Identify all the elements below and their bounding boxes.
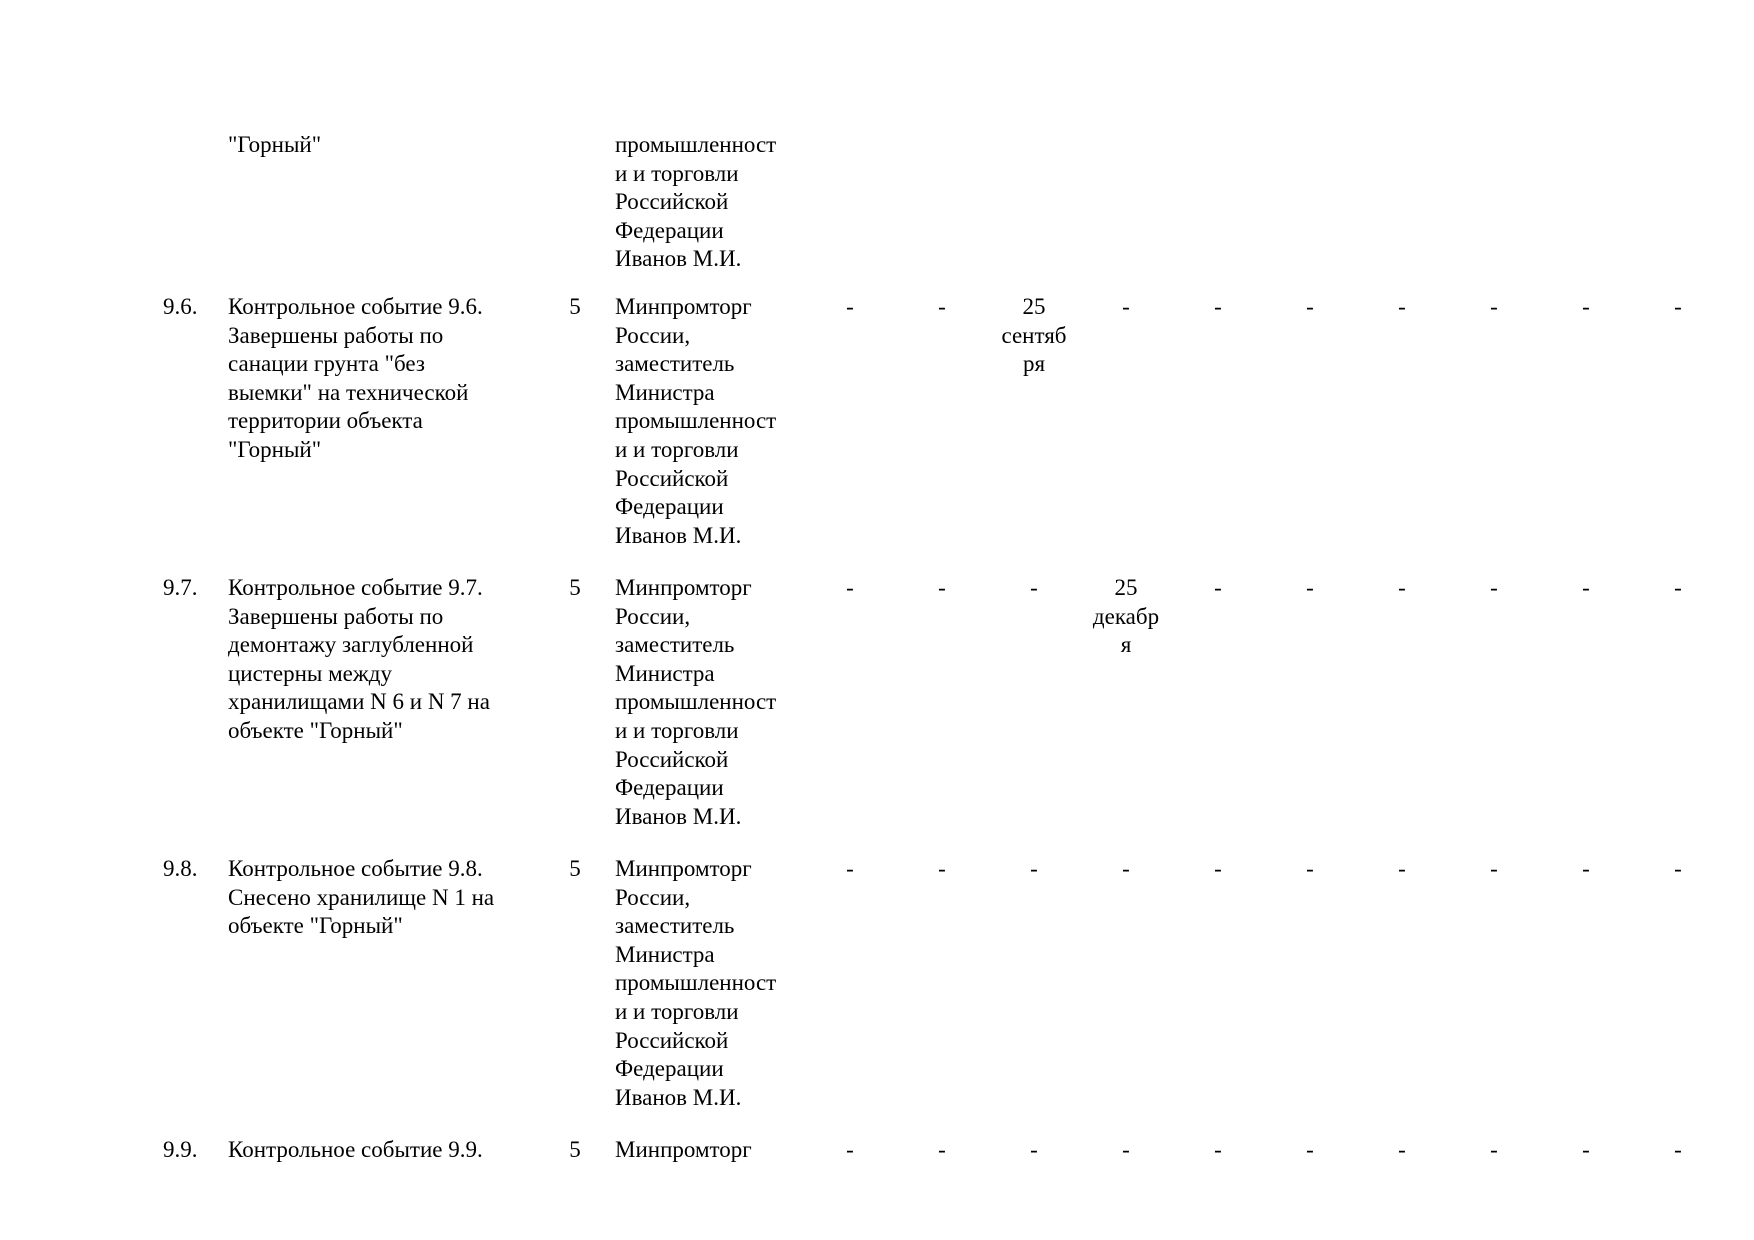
quarter-cell: - (1490, 294, 1498, 319)
responsible-person: Минпромторг России, заместитель Министра промышленност и и торговли Российской Федерации Иванов М.И. (615, 856, 777, 1110)
quarter-cell: - (1030, 856, 1038, 881)
quarter-cell: - (1122, 856, 1130, 881)
quarter-cell: - (846, 856, 854, 881)
quarter-cell: - (1306, 1137, 1314, 1162)
quarter-cell: - (1030, 1137, 1038, 1162)
event-level: 5 (569, 856, 581, 881)
quarter-cell: - (938, 294, 946, 319)
quarter-cell: - (1674, 575, 1682, 600)
quarter-cell: - (1490, 1137, 1498, 1162)
quarter-cell: - (1214, 1137, 1222, 1162)
quarter-cell: - (1398, 575, 1406, 600)
quarter-cell: - (1490, 575, 1498, 600)
event-name: Контрольное событие 9.8. Снесено хранилище N 1 на объекте "Горный" (228, 856, 495, 939)
quarter-cell: - (846, 575, 854, 600)
responsible-person: Минпромторг (615, 1137, 752, 1162)
quarter-cell: - (1214, 575, 1222, 600)
responsible-person: Минпромторг России, заместитель Министра промышленност и и торговли Российской Федерации Иванов М.И. (615, 294, 777, 548)
event-level: 5 (569, 575, 581, 600)
quarter-cell: - (1122, 294, 1130, 319)
row-number: 9.7. (163, 575, 198, 600)
quarter-cell: 25 декабр я (1092, 575, 1160, 658)
quarter-cell: - (1398, 1137, 1406, 1162)
quarter-cell: - (1582, 856, 1590, 881)
quarter-cell: - (1582, 1137, 1590, 1162)
row-number: 9.6. (163, 294, 198, 319)
event-name: Контрольное событие 9.9. (228, 1137, 483, 1162)
quarter-cell: - (1582, 575, 1590, 600)
quarter-cell: - (1306, 294, 1314, 319)
quarter-cell: - (1674, 856, 1682, 881)
event-name: "Горный" (228, 132, 322, 157)
quarter-cell: - (1030, 575, 1038, 600)
quarter-cell: - (938, 575, 946, 600)
quarter-cell: - (1674, 1137, 1682, 1162)
event-name: Контрольное событие 9.7. Завершены работы по демонтажу заглубленной цистерны между хранилищами N 6 и N 7 на объекте "Горный" (228, 575, 490, 743)
quarter-cell: - (938, 856, 946, 881)
quarter-cell: - (1306, 575, 1314, 600)
event-level: 5 (569, 1137, 581, 1162)
row-number: 9.8. (163, 856, 198, 881)
quarter-cell: - (1490, 856, 1498, 881)
quarter-cell: 25 сентяб ря (1001, 294, 1067, 377)
quarter-cell: - (1674, 294, 1682, 319)
event-name: Контрольное событие 9.6. Завершены работы по санации грунта "без выемки" на технической территории объекта "Горный" (228, 294, 483, 462)
responsible-person: Минпромторг России, заместитель Министра промышленност и и торговли Российской Федерации Иванов М.И. (615, 575, 777, 829)
quarter-cell: - (846, 294, 854, 319)
quarter-cell: - (1398, 856, 1406, 881)
responsible-person: промышленност и и торговли Российской Федерации Иванов М.И. (615, 132, 777, 272)
quarter-cell: - (1398, 294, 1406, 319)
quarter-cell: - (1122, 1137, 1130, 1162)
row-number: 9.9. (163, 1137, 198, 1162)
quarter-cell: - (1582, 294, 1590, 319)
quarter-cell: - (938, 1137, 946, 1162)
event-level: 5 (569, 294, 581, 319)
quarter-cell: - (1214, 856, 1222, 881)
quarter-cell: - (846, 1137, 854, 1162)
quarter-cell: - (1214, 294, 1222, 319)
quarter-cell: - (1306, 856, 1314, 881)
